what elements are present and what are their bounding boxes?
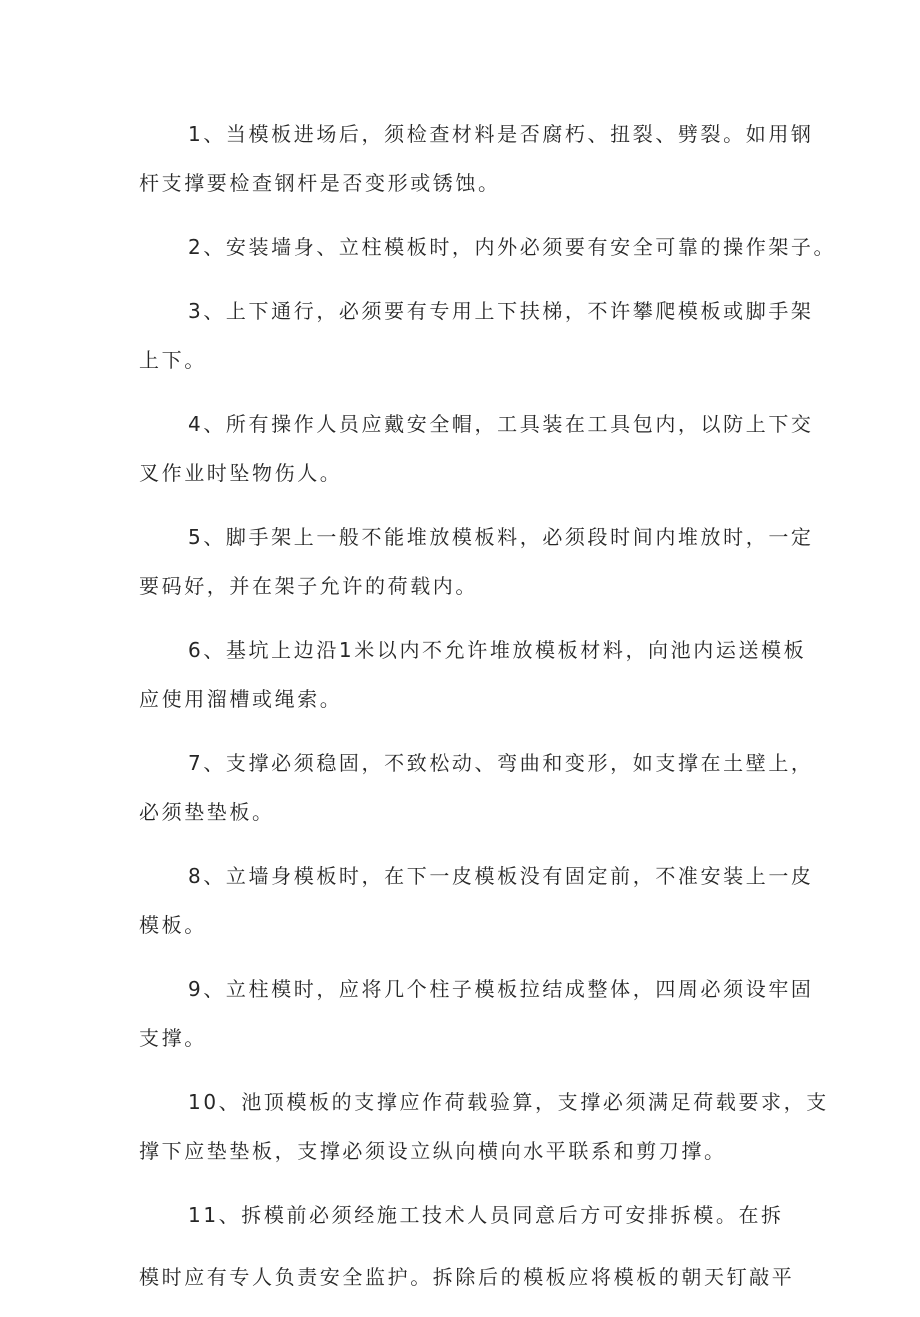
paragraph-line: 1、当模板进场后，须检查材料是否腐朽、扭裂、劈裂。如用钢 <box>188 122 814 146</box>
safety-item-3 <box>139 287 814 385</box>
paragraph-line: 9、立柱模时，应将几个柱子模板拉结成整体，四周必须设牢固 <box>188 977 814 1001</box>
paragraph-line: 4、所有操作人员应戴安全帽，工具装在工具包内，以防上下交 <box>188 412 814 436</box>
paragraph-line: 要码好，并在架子允许的荷载内。 <box>139 574 478 598</box>
paragraph-line: 叉作业时坠物伤人。 <box>139 461 343 485</box>
safety-item-1 <box>139 110 814 208</box>
paragraph-line: 模时应有专人负责安全监护。拆除后的模板应将模板的朝天钉敲平 <box>139 1265 795 1289</box>
paragraph-line: 3、上下通行，必须要有专用上下扶梯，不许攀爬模板或脚手架 <box>188 299 814 323</box>
paragraph-line: 5、脚手架上一般不能堆放模板料，必须段时间内堆放时，一定 <box>188 525 814 549</box>
document-body <box>139 110 837 1317</box>
paragraph-line: 11、拆模前必须经施工技术人员同意后方可安排拆模。在拆 <box>188 1203 784 1227</box>
safety-item-7 <box>139 739 814 837</box>
safety-item-8 <box>139 852 814 950</box>
paragraph-line: 8、立墙身模板时，在下一皮模板没有固定前，不准安装上一皮 <box>188 864 814 888</box>
paragraph-line: 支撑。 <box>139 1026 207 1050</box>
paragraph-line: 模板。 <box>139 913 207 937</box>
paragraph-line: 杆支撑要检查钢杆是否变形或锈蚀。 <box>139 171 501 195</box>
safety-item-9 <box>139 965 814 1063</box>
paragraph-line: 6、基坑上边沿1米以内不允许堆放模板材料，向池内运送模板 <box>188 638 807 662</box>
paragraph-line: 应使用溜槽或绳索。 <box>139 687 343 711</box>
safety-item-2 <box>139 223 837 272</box>
paragraph-line: 上下。 <box>139 348 207 372</box>
safety-item-10 <box>139 1078 829 1176</box>
safety-item-5 <box>139 513 814 611</box>
safety-item-6 <box>139 626 807 724</box>
paragraph-line: 撑下应垫垫板，支撑必须设立纵向横向水平联系和剪刀撑。 <box>139 1139 727 1163</box>
safety-item-4 <box>139 400 814 498</box>
paragraph-line: 10、池顶模板的支撑应作荷载验算，支撑必须满足荷载要求，支 <box>188 1090 829 1114</box>
paragraph-line: 必须垫垫板。 <box>139 800 275 824</box>
paragraph-line: 7、支撑必须稳固，不致松动、弯曲和变形，如支撑在土壁上， <box>188 751 814 775</box>
paragraph-line: 2、安装墙身、立柱模板时，内外必须要有安全可靠的操作架子。 <box>188 235 837 259</box>
safety-item-11 <box>139 1191 795 1302</box>
